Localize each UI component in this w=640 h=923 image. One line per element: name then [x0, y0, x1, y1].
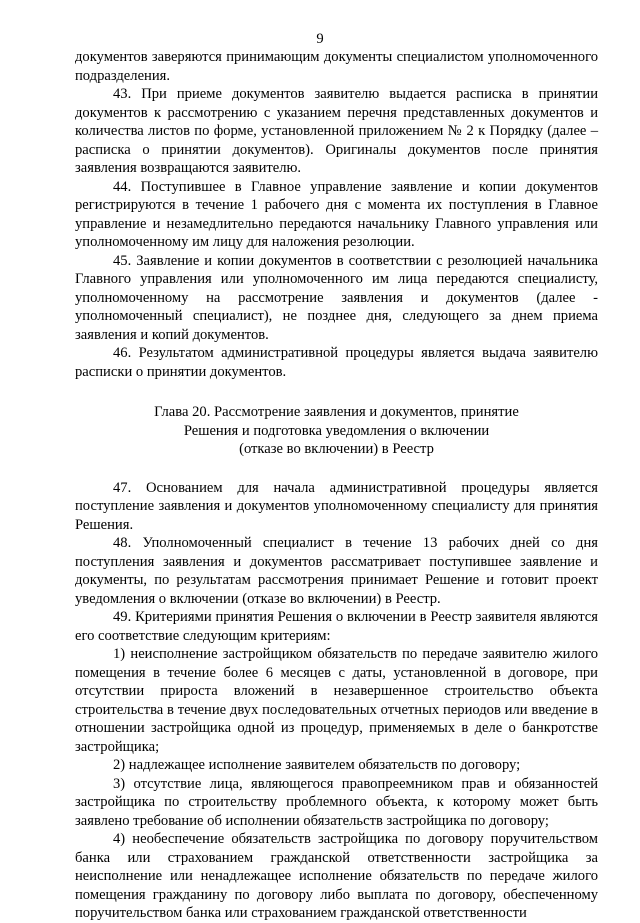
paragraph: 46. Результатом административной процедуры является выдача заявителю расписки о принятии документов.	[75, 345, 598, 380]
paragraph: 43. При приеме документов заявителю выдается расписка в принятии документов к рассмотрению с указанием перечня представленных документов и количества листов по форме, установленной приложением № 2 к Порядку (далее – расписка о принятии документов). Оригиналы документов после принятия заявления возвращаются заявителю.	[75, 86, 598, 176]
paragraphs-after-heading	[75, 479, 598, 923]
chapter-heading-line-3: (отказе во включении) в Реестр	[239, 441, 434, 457]
paragraph: 1) неисполнение застройщиком обязательств по передаче заявителю жилого помещения в течение более 6 месяцев с даты, установленной в договоре, при отсутствии прироста вложений в незавершенное строительство объекта строительства в течение двух последовательных отчетных периодов или введение в отношении застройщика одной из процедур, применяемых в деле о банкротстве застройщика;	[75, 646, 598, 755]
paragraph: 47. Основанием для начала административной процедуры является поступление заявления и документов уполномоченному специалисту для принятия Решения.	[75, 479, 598, 533]
paragraph: документов заверяются принимающим документы специалистом уполномоченного подразделения.	[75, 49, 598, 84]
page-number: 9	[316, 31, 324, 47]
document-body	[75, 48, 598, 923]
paragraph: 3) отсутствие лица, являющегося правопреемником прав и обязанностей застройщика по строительству проблемного объекта, к которому может быть заявлено требование об исполнении обязательств застройщика по договору;	[75, 775, 598, 829]
paragraphs-before-heading	[75, 48, 598, 381]
paragraph: 45. Заявление и копии документов в соответствии с резолюцией начальника Главного управления или уполномоченного им лица передаются специалисту, уполномоченному на рассмотрение заявления и документов (далее - уполномоченный специалист), не позднее дня, следующего за днем приема заявления и копий документов.	[75, 252, 598, 343]
chapter-heading	[75, 403, 598, 459]
paragraph: 4) необеспечение обязательств застройщика по договору поручительством банка или страхованием гражданской ответственности застройщика за неисполнение или ненадлежащее исполнение обязательств по передаче жилого помещения гражданину по договору либо выплата по договору, обеспеченному поручительством банка или страхованием гражданской ответственности	[75, 831, 598, 921]
paragraph: 2) надлежащее исполнение заявителем обязательств по договору;	[113, 757, 521, 773]
paragraph: 48. Уполномоченный специалист в течение 13 рабочих дней со дня поступления заявления и документов рассматривает поступившее заявление и документы, по результатам рассмотрения принимает Решение и готовит проект уведомления о включении (отказе во включении) в Реестр.	[75, 535, 598, 607]
chapter-heading-line-1: Глава 20. Рассмотрение заявления и документов, принятие	[154, 404, 519, 420]
paragraph: 44. Поступившее в Главное управление заявление и копии документов регистрируются в течение 1 рабочего дня с момента их поступления в Главное управление и незамедлительно передаются начальнику Главного управления или уполномоченному им лицу для наложения резолюции.	[75, 178, 598, 250]
paragraph: 49. Критериями принятия Решения о включении в Реестр заявителя являются его соответствие следующим критериям:	[75, 609, 598, 644]
chapter-heading-line-2: Решения и подготовка уведомления о включении	[183, 422, 490, 439]
